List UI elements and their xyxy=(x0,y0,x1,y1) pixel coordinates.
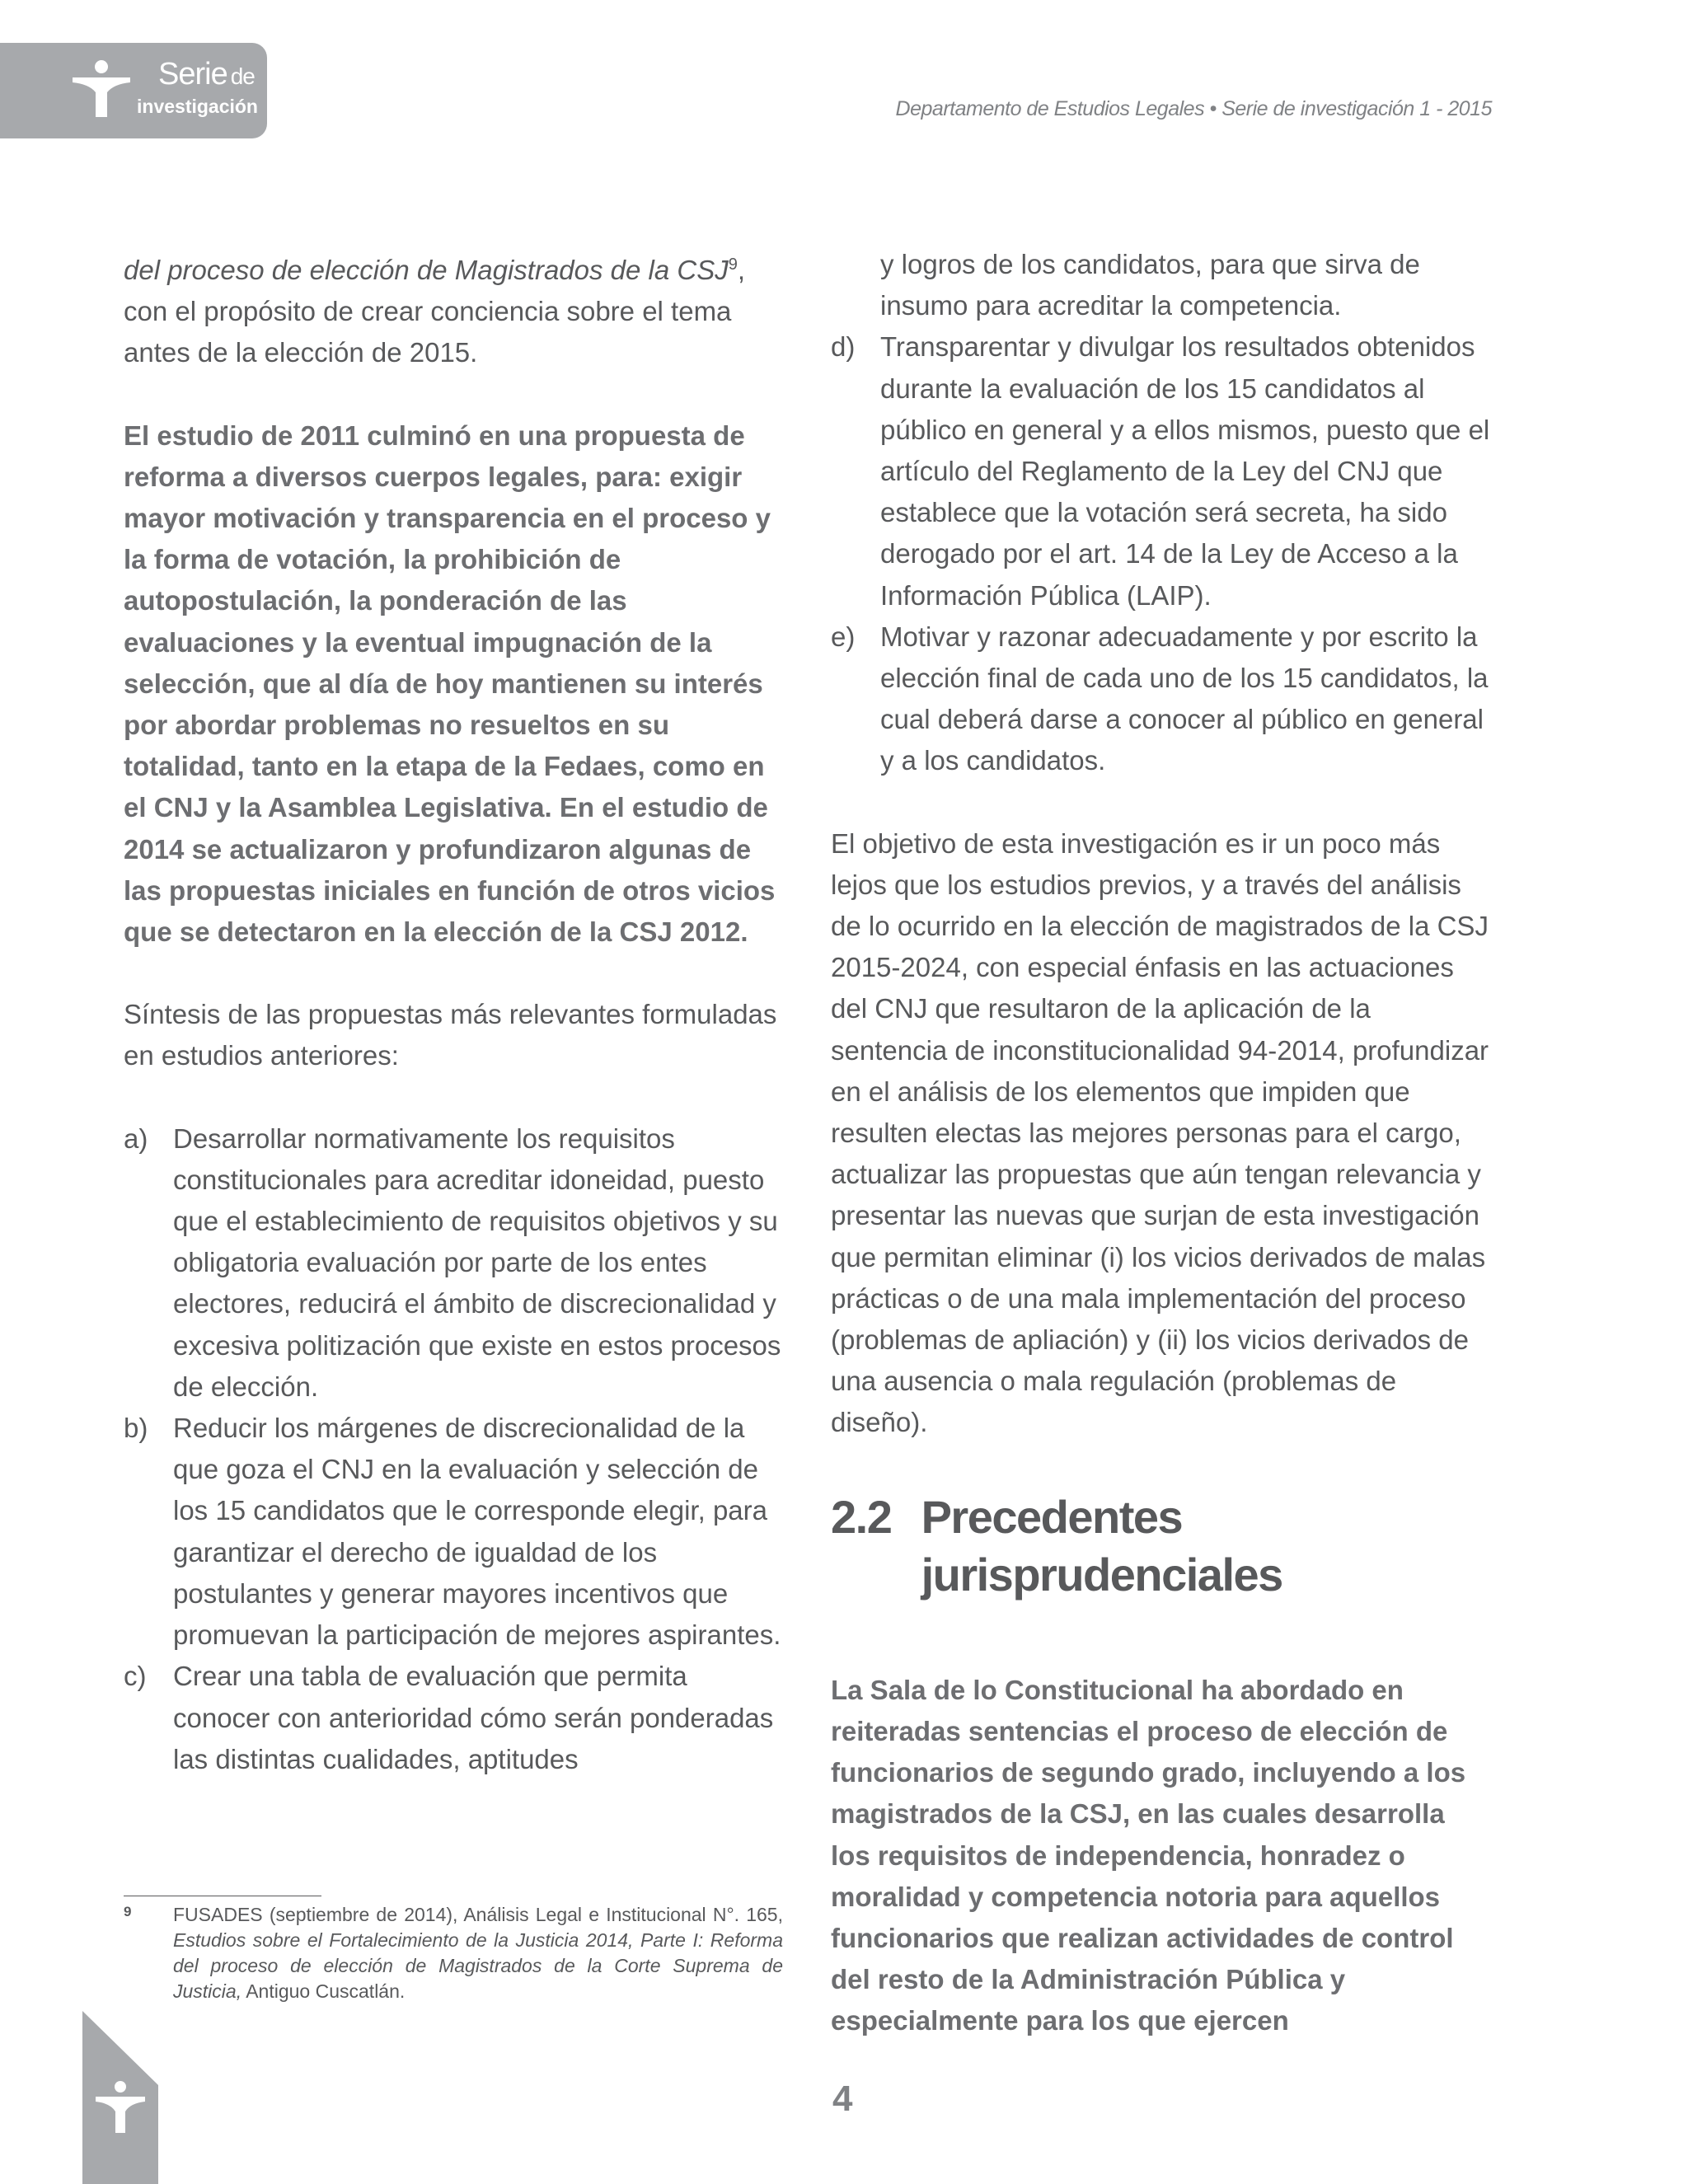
footnote-text-end: Antiguo Cuscatlán. xyxy=(241,1980,406,2002)
running-header: Departamento de Estudios Legales • Serie de investigación 1 - 2015 xyxy=(895,97,1492,120)
brand-investigacion: investigación xyxy=(137,96,258,117)
list-letter: b) xyxy=(124,1413,148,1444)
footnote-number: 9 xyxy=(124,1904,132,1919)
footnote-ref[interactable]: 9 xyxy=(728,255,738,274)
list-text: Motivar y razonar adecuadamente y por escrito la elección final de cada uno de los 15 candidatos, la cual deberá darse a conocer al público en general y a los candidatos. xyxy=(880,621,1489,776)
list-text: Reducir los márgenes de discrecionalidad de la que goza el CNJ en la evaluación y selección de los 15 candidatos que le corresponde elegir, para garantizar el derecho de igualdad de los postulantes y generar mayores incentivos que promuevan la participación de mejores aspirantes. xyxy=(173,1413,781,1651)
right-column xyxy=(831,244,1490,2083)
list-letter: d) xyxy=(831,331,856,363)
list-letter: c) xyxy=(124,1661,147,1692)
objective-paragraph: El objetivo de esta investigación es ir un poco más lejos que los estudios previos, y a través del análisis de lo ocurrido en la elección de magistrados de la CSJ 2015-2024, con especial énfasis en las actuaciones del CNJ que resultaron de la aplicación de la sentencia de inconstitucionalidad 94-2014, profundizar en el análisis de los elementos que impiden que resulten electas las mejores personas para el cargo, actualizar las propuestas que aún tengan relevancia y presentar las nuevas que surjan de esta investigación que permitan eliminar (i) los vicios derivados de malas prácticas o de una mala implementación del proceso (problemas de apliación) y (ii) los vicios derivados de una ausencia o mala regulación (problemas de diseño). xyxy=(831,827,1489,1438)
brand-serie: Serie de xyxy=(158,57,255,91)
bold-paragraph-2011: El estudio de 2011 culminó en una propuesta de reforma a diversos cuerpos legales, para: exigir mayor motivación y transparencia en el proceso y la forma de votación, la prohibición de autopostulación, la ponderación de las evaluaciones y la eventual impugnación de la selección, que al día de hoy mantienen su interés por abordar problemas no resueltos en su totalidad, tanto en la etapa de la Fedaes, como en el CNJ y la Asamblea Legislativa. En el estudio de 2014 se actualizaron y profundizaron algunas de las propuestas iniciales en función de otros vicios que se detectaron en la elección de la CSJ 2012. xyxy=(124,419,776,948)
section-title: Precedentes jurisprudenciales xyxy=(921,1490,1282,1601)
list-text: Crear una tabla de evaluación que permita conocer con anterioridad cómo serán ponderadas las distintas cualidades, aptitudes xyxy=(173,1661,774,1774)
footnote xyxy=(124,1902,783,2004)
corner-logo-icon xyxy=(82,2011,158,2184)
list-continuation: y logros de los candidatos, para que sirva de insumo para acreditar la competencia. xyxy=(880,249,1420,321)
list-letter: e) xyxy=(831,621,856,652)
synthesis-paragraph: Síntesis de las propuestas más relevantes formuladas en estudios anteriores: xyxy=(124,999,777,1071)
section-number: 2.2 xyxy=(831,1490,892,1543)
bold-paragraph-sala: La Sala de lo Constitucional ha abordado en reiteradas sentencias el proceso de elección de funcionarios de segundo grado, incluyendo a los magistrados de la CSJ, en las cuales desarrolla los requisitos de independencia, honradez o moralidad y competencia notoria para aquellos funcionarios que realizan actividades de control del resto de la Administración Pública y especialmente para los que ejercen xyxy=(831,1674,1466,2036)
list-item xyxy=(124,1118,783,1408)
fusades-logo-icon xyxy=(71,59,132,119)
series-tab xyxy=(0,43,267,138)
list-item xyxy=(831,326,1490,616)
list-item xyxy=(124,1656,783,1780)
page-number: 4 xyxy=(832,2079,853,2119)
section-heading xyxy=(831,1488,1490,1604)
footnote-italic: Estudios sobre el Fortalecimiento de la Justicia 2014, Parte I: Reforma del proceso de elección de Magistrados de la Corte Suprema de Justicia, xyxy=(173,1929,783,2002)
proposal-list-continued xyxy=(831,326,1490,781)
intro-rest: , con el propósito de crear conciencia sobre el tema antes de la elección de 2015. xyxy=(124,255,746,368)
list-item xyxy=(831,616,1490,782)
intro-italic: del proceso de elección de Magistrados de la CSJ xyxy=(124,255,729,285)
left-column xyxy=(124,244,783,1821)
footnote-text: FUSADES (septiembre de 2014), Análisis Legal e Institucional N°. 165, xyxy=(173,1904,783,1925)
list-letter: a) xyxy=(124,1122,148,1154)
list-text: Transparentar y divulgar los resultados obtenidos durante la evaluación de los 15 candidatos al público en general y a ellos mismos, puesto que el artículo del Reglamento de la Ley del CNJ que establece que la votación será secreta, ha sido derogado por el art. 14 de la Ley de Acceso a la Información Pública (LAIP). xyxy=(880,331,1490,611)
list-text: Desarrollar normativamente los requisitos constitucionales para acreditar idoneidad, puesto que el establecimiento de requisitos objetivos y su obligatoria evaluación por parte de los entes electores, reducirá el ámbito de discrecionalidad y excesiva politización que existe en estos procesos de elección. xyxy=(173,1122,781,1402)
proposal-list xyxy=(124,1118,783,1780)
list-item xyxy=(124,1408,783,1656)
intro-paragraph xyxy=(124,244,783,374)
